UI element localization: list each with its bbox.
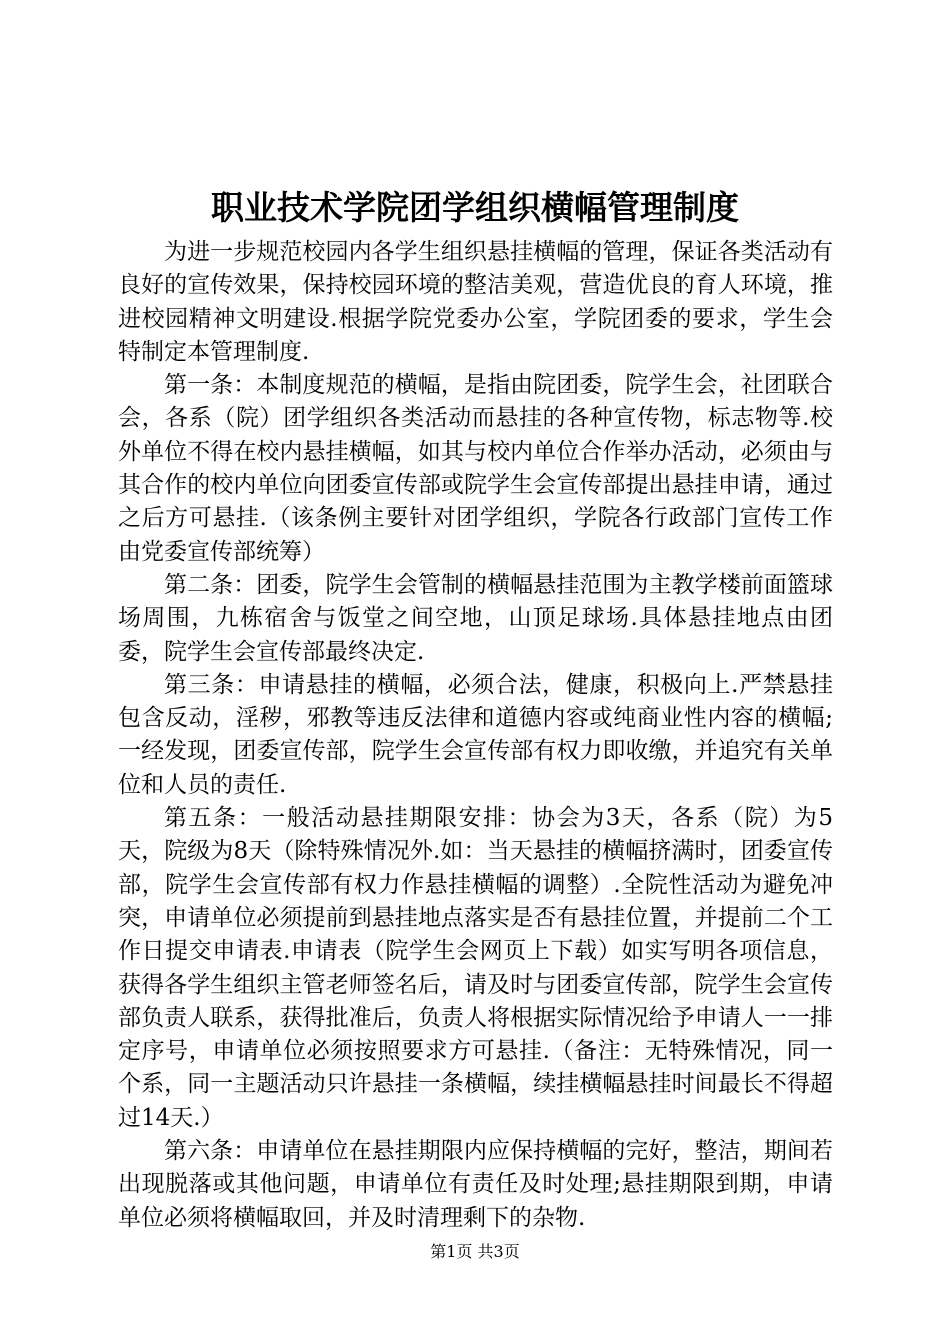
article-2-paragraph: 第二条：团委，院学生会管制的横幅悬挂范围为主教学楼前面篮球场周围，九栋宿舍与饭堂之间空地，山顶足球场.具体悬挂地点由团委，院学生会宣传部最终决定. — [118, 571, 833, 665]
document-body — [118, 236, 833, 1235]
article-1-paragraph: 第一条：本制度规范的横幅，是指由院团委，院学生会，社团联合会，各系（院）团学组织各类活动而悬挂的各种宣传物，标志物等.校外单位不得在校内悬挂横幅，如其与校内单位合作举办活动，必须由与其合作的校内单位向团委宣传部或院学生会宣传部提出悬挂申请，通过之后方可悬挂.（该条例主要针对团学组织，学院各行政部门宣传工作由党委宣传部统筹） — [118, 372, 833, 565]
intro-paragraph: 为进一步规范校园内各学生组织悬挂横幅的管理，保证各类活动有良好的宣传效果，保持校园环境的整洁美观，营造优良的育人环境，推进校园精神文明建设.根据学院党委办公室，学院团委的要求，学生会特制定本管理制度. — [118, 239, 833, 365]
article-6-paragraph: 第六条：申请单位在悬挂期限内应保持横幅的完好，整洁，期间若出现脱落或其他问题，申请单位有责任及时处理;悬挂期限到期，申请单位必须将横幅取回，并及时清理剩下的杂物. — [118, 1138, 833, 1231]
article-3-paragraph: 第三条：申请悬挂的横幅，必须合法，健康，积极向上.严禁悬挂包含反动，淫秽，邪教等违反法律和道德内容或纯商业性内容的横幅;一经发现，团委宣传部，院学生会宣传部有权力即收缴，并追究有关单位和人员的责任. — [118, 671, 833, 798]
article-5-paragraph: 第五条：一般活动悬挂期限安排：协会为3天，各系（院）为5天，院级为8天（除特殊情况外.如：当天悬挂的横幅挤满时，团委宣传部，院学生会宣传部有权力作悬挂横幅的调整）.全院性活动为避免冲突，申请单位必须提前到悬挂地点落实是否有悬挂位置，并提前二个工作日提交申请表.申请表（院学生会网页上下载）如实写明各项信息，获得各学生组织主管老师签名后，请及时与团委宣传部，院学生会宣传部负责人联系，获得批准后，负责人将根据实际情况给予申请人一一排定序号，申请单位必须按照要求方可悬挂.（备注：无特殊情况，同一个系，同一主题活动只许悬挂一条横幅，续挂横幅悬挂时间最长不得超过14天.） — [118, 805, 833, 1131]
document-title: 职业技术学院团学组织横幅管理制度 — [211, 188, 739, 227]
page-number-footer: 第1页 共3页 — [430, 1242, 520, 1261]
